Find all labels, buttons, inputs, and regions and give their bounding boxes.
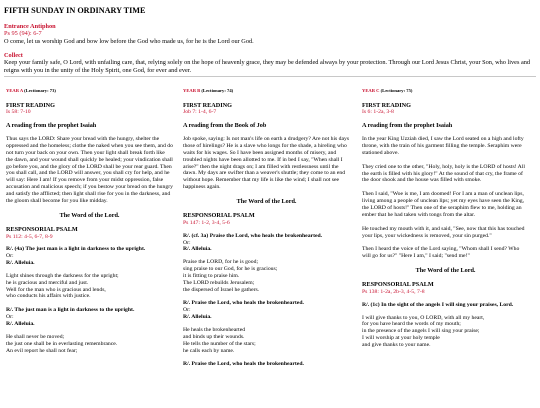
- reading-paragraph: They cried one to the other, "Holy, holy, holy is the LORD of hosts! All the earth is filled with his glory!" At the sound of that cry, the frame of the door shook and the house was filled with smoke.: [362, 163, 525, 184]
- year-heading: [183, 88, 350, 94]
- lectionary-label: (Lectionary: 73): [24, 88, 56, 93]
- stanza-line: The LORD rebuilds Jerusalem;: [183, 279, 255, 286]
- reading-paragraph: Then I heard the voice of the Lord saying, "Whom shall I send? Who will go for us?" "Here I am," I said; "send me!": [362, 246, 520, 260]
- psalm-label: RESPONSORIAL PSALM: [183, 212, 255, 220]
- psalm-stanza: [183, 327, 350, 354]
- year-c-column: [362, 88, 529, 356]
- year-b-column: [183, 88, 350, 368]
- first-reading-label: FIRST READING: [183, 101, 232, 109]
- year-label: YEAR B: [183, 88, 201, 93]
- first-reading-label: FIRST READING: [6, 101, 55, 109]
- stanza-line: He shall never be moved;: [6, 333, 65, 340]
- stanza-line: Praise the LORD, for he is good;: [183, 259, 259, 266]
- reading-paragraph: In the year King Uzziah died, I saw the Lord seated on a high and lofty throne, with the train of his garment filling the temple. Seraphim were stationed above.: [362, 136, 524, 156]
- collect: [4, 52, 536, 75]
- psalm-response: R/. (cf. 3a) Praise the Lord, who heals the brokenhearted.: [183, 232, 323, 239]
- psalm-label: RESPONSORIAL PSALM: [6, 226, 78, 234]
- lectionary-label: (Lectionary: 75): [380, 88, 413, 93]
- psalm-stanza: [6, 334, 173, 355]
- year-a-column: [6, 88, 173, 361]
- alleluia-response: R/. Alleluia.: [183, 246, 212, 253]
- collect-text: Keep your family safe, O Lord, with unfailing care, that, relying solely on the hope of heavenly grace, they may be defended always by your protection. Through our Lord Jesus Christ, your Son, who lives and reigns with you in the unity of the Holy Spirit, one God, for ever and ever.: [4, 58, 531, 74]
- alleluia-response: R/. Alleluia.: [183, 314, 212, 321]
- stanza-line: Light shines through the darkness for the upright;: [6, 272, 119, 279]
- collect-label: Collect: [4, 51, 23, 59]
- year-label: YEAR A: [6, 88, 23, 93]
- stanza-line: I will worship at your holy temple: [362, 335, 440, 342]
- reading-title: A reading from the prophet Isaiah: [6, 121, 97, 129]
- entrance-text: O come, let us worship God and bow low before the God who made us, for he is the Lord our God.: [4, 37, 254, 45]
- stanza-line: the dispersed of Israel he gathers.: [183, 286, 260, 293]
- year-heading: [6, 88, 173, 94]
- reading-paragraph: He touched my mouth with it, and said, "See, now that this has touched your lips, your wickedness is removed, your sin purged.": [362, 225, 525, 239]
- stanza-line: in the presence of the angels I will sing your praise;: [362, 328, 480, 335]
- lectionary-label: (Lectionary: 74): [201, 88, 234, 93]
- stanza-line: He tells the number of the stars;: [183, 340, 256, 347]
- entrance-ref: Ps 95 (94): 6-7: [4, 30, 42, 37]
- psalm-response: R/. Praise the Lord, who heals the brokenhearted.: [183, 361, 304, 368]
- stanza-line: and give thanks to your name.: [362, 341, 431, 348]
- alleluia-response: R/. Alleluia.: [6, 260, 35, 267]
- word-of-the-lord: The Word of the Lord.: [59, 211, 120, 219]
- psalm-response: R/. (4a) The just man is a light in darkness to the upright.: [6, 246, 146, 253]
- stanza-line: he is gracious and merciful and just.: [6, 279, 89, 286]
- liturgy-page: [4, 6, 536, 77]
- stanza-line: the just one shall be in everlasting remembrance.: [6, 340, 118, 347]
- psalm-response: R/. The just man is a light in darkness to the upright.: [6, 307, 135, 314]
- page-title: FIFTH SUNDAY IN ORDINARY TIME: [4, 6, 146, 15]
- readings-columns: [0, 88, 532, 408]
- or-label: Or:: [183, 307, 191, 314]
- word-of-the-lord: The Word of the Lord.: [415, 267, 476, 275]
- stanza-line: An evil report he shall not fear;: [6, 347, 78, 354]
- reading-title: A reading from the prophet Isaiah: [362, 121, 453, 129]
- entrance-antiphon: [4, 23, 536, 46]
- alleluia-response: R/. Alleluia.: [6, 320, 35, 327]
- stanza-line: Well for the man who is gracious and lends,: [6, 286, 106, 293]
- word-of-the-lord: The Word of the Lord.: [236, 197, 297, 205]
- psalm-stanza: [6, 273, 173, 300]
- first-reading-label: FIRST READING: [362, 101, 411, 109]
- or-label: Or:: [6, 253, 14, 260]
- stanza-line: I will give thanks to you, O LORD, with all my heart,: [362, 314, 485, 321]
- psalm-ref: Ps 138: 1-2a, 2b-3, 4-5, 7-8: [362, 288, 425, 295]
- or-label: Or:: [183, 239, 191, 246]
- year-heading: [362, 88, 529, 94]
- stanza-line: he calls each by name.: [183, 347, 235, 354]
- reading-paragraph: Job spoke, saying: Is not man's life on earth a drudgery? Are not his days those of hirelings? He is a slave who longs for the shade, a hireling who waits for his wages. So I have been assigned months of misery, and troubled nights have been allotted to me. If in bed I say, "When shall I arise?" then the night drags on; I am filled with restlessness until the dawn. My days are swifter than a weaver's shuttle; they come to an end without hope. Remember that my life is like the wind; I shall not see happiness again.: [183, 136, 350, 191]
- divider: [4, 76, 536, 77]
- first-reading-ref: Is 58: 7-10: [6, 108, 31, 115]
- reading-paragraph: Then I said, "Woe is me, I am doomed! For I am a man of unclean lips, living among a people of unclean lips; yet my eyes have seen the King, the LORD of hosts!" Then one of the seraphim flew to me, holding an ember that he had taken with tongs from the altar.: [362, 191, 525, 218]
- reading-title: A reading from the Book of Job: [183, 121, 267, 129]
- stanza-line: He heals the brokenhearted: [183, 326, 246, 333]
- entrance-label: Entrance Antiphon: [4, 23, 56, 30]
- or-label: Or:: [6, 314, 14, 321]
- stanza-line: it is fitting to praise him.: [183, 272, 240, 279]
- stanza-line: for you have heard the words of my mouth;: [362, 321, 461, 328]
- stanza-line: and binds up their wounds.: [183, 333, 245, 340]
- psalm-stanza: [362, 315, 529, 349]
- psalm-stanza: [183, 259, 350, 293]
- stanza-line: who conducts his affairs with justice.: [6, 293, 91, 300]
- year-label: YEAR C: [362, 88, 380, 93]
- reading-paragraph: Thus says the LORD: Share your bread with the hungry, shelter the oppressed and the homeless; clothe the naked when you see them, and do not turn your back on your own. Then your light shall break forth like the dawn, and your wound shall quickly be healed; your vindication shall go before you, and the glory of the LORD shall be your rear guard. Then you shall call, and the LORD will answer, you shall cry for help, and he will say: Here I am! If you remove from your midst oppression, false accusation and malicious speech; if you bestow your bread on the hungry and satisfy the afflicted; then light shall rise for you in the darkness, and the gloom shall become for you like midday.: [6, 136, 173, 204]
- first-reading-ref: Job 7: 1-4, 6-7: [183, 108, 217, 115]
- psalm-label: RESPONSORIAL PSALM: [362, 281, 434, 289]
- psalm-response: R/. Praise the Lord, who heals the brokenhearted.: [183, 300, 304, 307]
- first-reading-ref: Is 6: 1-2a, 3-8: [362, 108, 394, 115]
- psalm-ref: Ps 112: 4-5, 6-7, 8-9: [6, 233, 53, 240]
- psalm-ref: Ps 147: 1-2, 3-4, 5-6: [183, 219, 230, 226]
- stanza-line: sing praise to our God, for he is gracious;: [183, 266, 278, 273]
- psalm-response: R/. (1c) In the sight of the angels I will sing your praises, Lord.: [362, 301, 514, 308]
